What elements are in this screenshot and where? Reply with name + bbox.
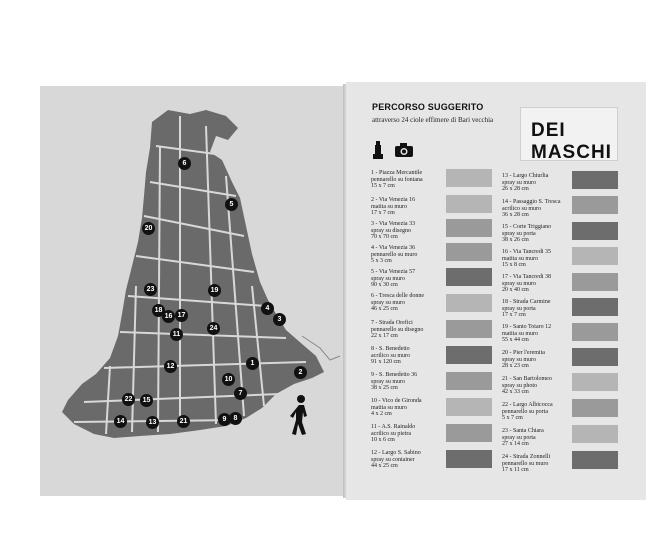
- list-item: 23 - Santa Chiara spray su porta 27 x 14 cm: [502, 428, 544, 448]
- artwork-thumbnail: [446, 372, 492, 390]
- camera-icon: [394, 143, 414, 158]
- map-marker-22[interactable]: 22: [122, 393, 135, 406]
- map-marker-12[interactable]: 12: [164, 360, 177, 373]
- map-marker-16[interactable]: 16: [162, 310, 175, 323]
- artwork-thumbnail: [446, 195, 492, 213]
- artwork-thumbnail: [572, 247, 618, 265]
- list-item: 13 - Largo Chiurlia spray su muro 26 x 28 cm: [502, 173, 549, 193]
- artwork-thumbnail: [446, 219, 492, 237]
- map-marker-21[interactable]: 21: [177, 415, 190, 428]
- artwork-thumbnail: [446, 169, 492, 187]
- artwork-thumbnail: [572, 222, 618, 240]
- artwork-thumbnail: [572, 373, 618, 391]
- map-marker-4[interactable]: 4: [261, 302, 274, 315]
- list-item: 20 - Pier l'eremita spray su muro 28 x 23 cm: [502, 350, 545, 370]
- list-item: 18 - Strada Carmine spray su porta 17 x 7 cm: [502, 299, 551, 319]
- artwork-thumbnail: [446, 450, 492, 468]
- artwork-thumbnail: [572, 273, 618, 291]
- list-item: 6 - Tresca delle donne spray su muro 46 x 25 cm: [371, 293, 424, 313]
- list-item: 7 - Strada Orefici pennarello su disegno 22 x 17 cm: [371, 320, 424, 340]
- artwork-thumbnail: [572, 425, 618, 443]
- list-item: 19 - Santo Totaro 12 matita su muro 55 x 44 cm: [502, 324, 552, 344]
- map-marker-8[interactable]: 8: [229, 412, 242, 425]
- map-marker-15[interactable]: 15: [140, 394, 153, 407]
- artwork-thumbnail: [446, 243, 492, 261]
- artwork-thumbnail: [572, 451, 618, 469]
- street-sign-photo: [520, 107, 618, 161]
- map-marker-17[interactable]: 17: [175, 309, 188, 322]
- artwork-thumbnail: [446, 424, 492, 442]
- artwork-thumbnail: [572, 399, 618, 417]
- list-item: 4 - Via Venezia 36 pennarello su muro 5 x 3 cm: [371, 245, 418, 265]
- map-marker-19[interactable]: 19: [208, 284, 221, 297]
- map-landmass: [62, 110, 324, 438]
- page-subtitle: attraverso 24 ciole effimere di Bari vecchia: [372, 116, 494, 124]
- artwork-thumbnail: [446, 346, 492, 364]
- page-title: PERCORSO SUGGERITO: [372, 102, 484, 112]
- list-item: 10 - Vico de Gironda matita su muro 4 x 2 cm: [371, 398, 422, 418]
- list-item: 15 - Corte Triggiano spray su porta 38 x 26 cm: [502, 224, 552, 244]
- list-item: 24 - Strada Zonnelli pennarello su muro 17 x 11 cm: [502, 454, 551, 474]
- artwork-thumbnail: [572, 323, 618, 341]
- map-marker-20[interactable]: 20: [142, 222, 155, 235]
- map-marker-11[interactable]: 11: [170, 328, 183, 341]
- map-marker-18[interactable]: 18: [152, 304, 165, 317]
- map-marker-5[interactable]: 5: [225, 198, 238, 211]
- map-marker-7[interactable]: 7: [234, 387, 247, 400]
- list-item: 16 - Via Tancredi 35 matita su muro 15 x 8 cm: [502, 249, 551, 269]
- map-marker-2[interactable]: 2: [294, 366, 307, 379]
- list-item: 12 - Largo S. Sabino spray su container 44 x 25 cm: [371, 450, 421, 470]
- artwork-list-right: [502, 173, 572, 493]
- list-item: 9 - S. Benedetto 36 spray su muro 38 x 25 cm: [371, 372, 418, 392]
- sign-text: DEI MASCHI: [531, 120, 612, 161]
- map-marker-13[interactable]: 13: [146, 416, 159, 429]
- list-item: 2 - Via Venezia 16 matita su muro 17 x 7 cm: [371, 197, 416, 217]
- map-marker-1[interactable]: 1: [246, 357, 259, 370]
- map-marker-23[interactable]: 23: [144, 283, 157, 296]
- artwork-thumbnail: [572, 196, 618, 214]
- pedestrian-icon: [288, 394, 312, 436]
- monument-icon: [372, 140, 384, 160]
- artwork-thumbnail: [446, 320, 492, 338]
- map-marker-3[interactable]: 3: [273, 313, 286, 326]
- list-item: 14 - Passaggio S. Tresca acrilico su muro 36 x 28 cm: [502, 199, 561, 219]
- map-marker-24[interactable]: 24: [207, 322, 220, 335]
- artwork-thumbnail: [572, 298, 618, 316]
- list-item: 22 - Largo Albicocca pennarello su porta 5 x 7 cm: [502, 402, 553, 422]
- map-marker-9[interactable]: 9: [218, 413, 231, 426]
- artwork-thumbnail: [446, 294, 492, 312]
- list-item: 8 - S. Benedetto acrilico su muro 91 x 120 cm: [371, 346, 410, 366]
- list-item: 11 - A.S. Rainaldo acrilico su pietra 10 x 6 cm: [371, 424, 416, 444]
- map-marker-10[interactable]: 10: [222, 373, 235, 386]
- list-item: 3 - Via Venezia 33 spray su disegno 70 x 70 cm: [371, 221, 416, 241]
- map-marker-14[interactable]: 14: [114, 415, 127, 428]
- artwork-thumbnail: [446, 268, 492, 286]
- artwork-thumbnail: [572, 171, 618, 189]
- list-item: 5 - Via Venezia 57 spray su muro 90 x 30 cm: [371, 269, 416, 289]
- artwork-thumbnail: [572, 348, 618, 366]
- list-item: 21 - San Bartolomeo spray su photo 42 x 33 cm: [502, 376, 552, 396]
- map-marker-6[interactable]: 6: [178, 157, 191, 170]
- list-item: 1 - Piazza Mercantile pennarello su fontana 15 x 7 cm: [371, 170, 423, 190]
- artwork-thumbnail: [446, 398, 492, 416]
- list-item: 17 - Via Tancredi 38 spray su muro 20 x 40 cm: [502, 274, 551, 294]
